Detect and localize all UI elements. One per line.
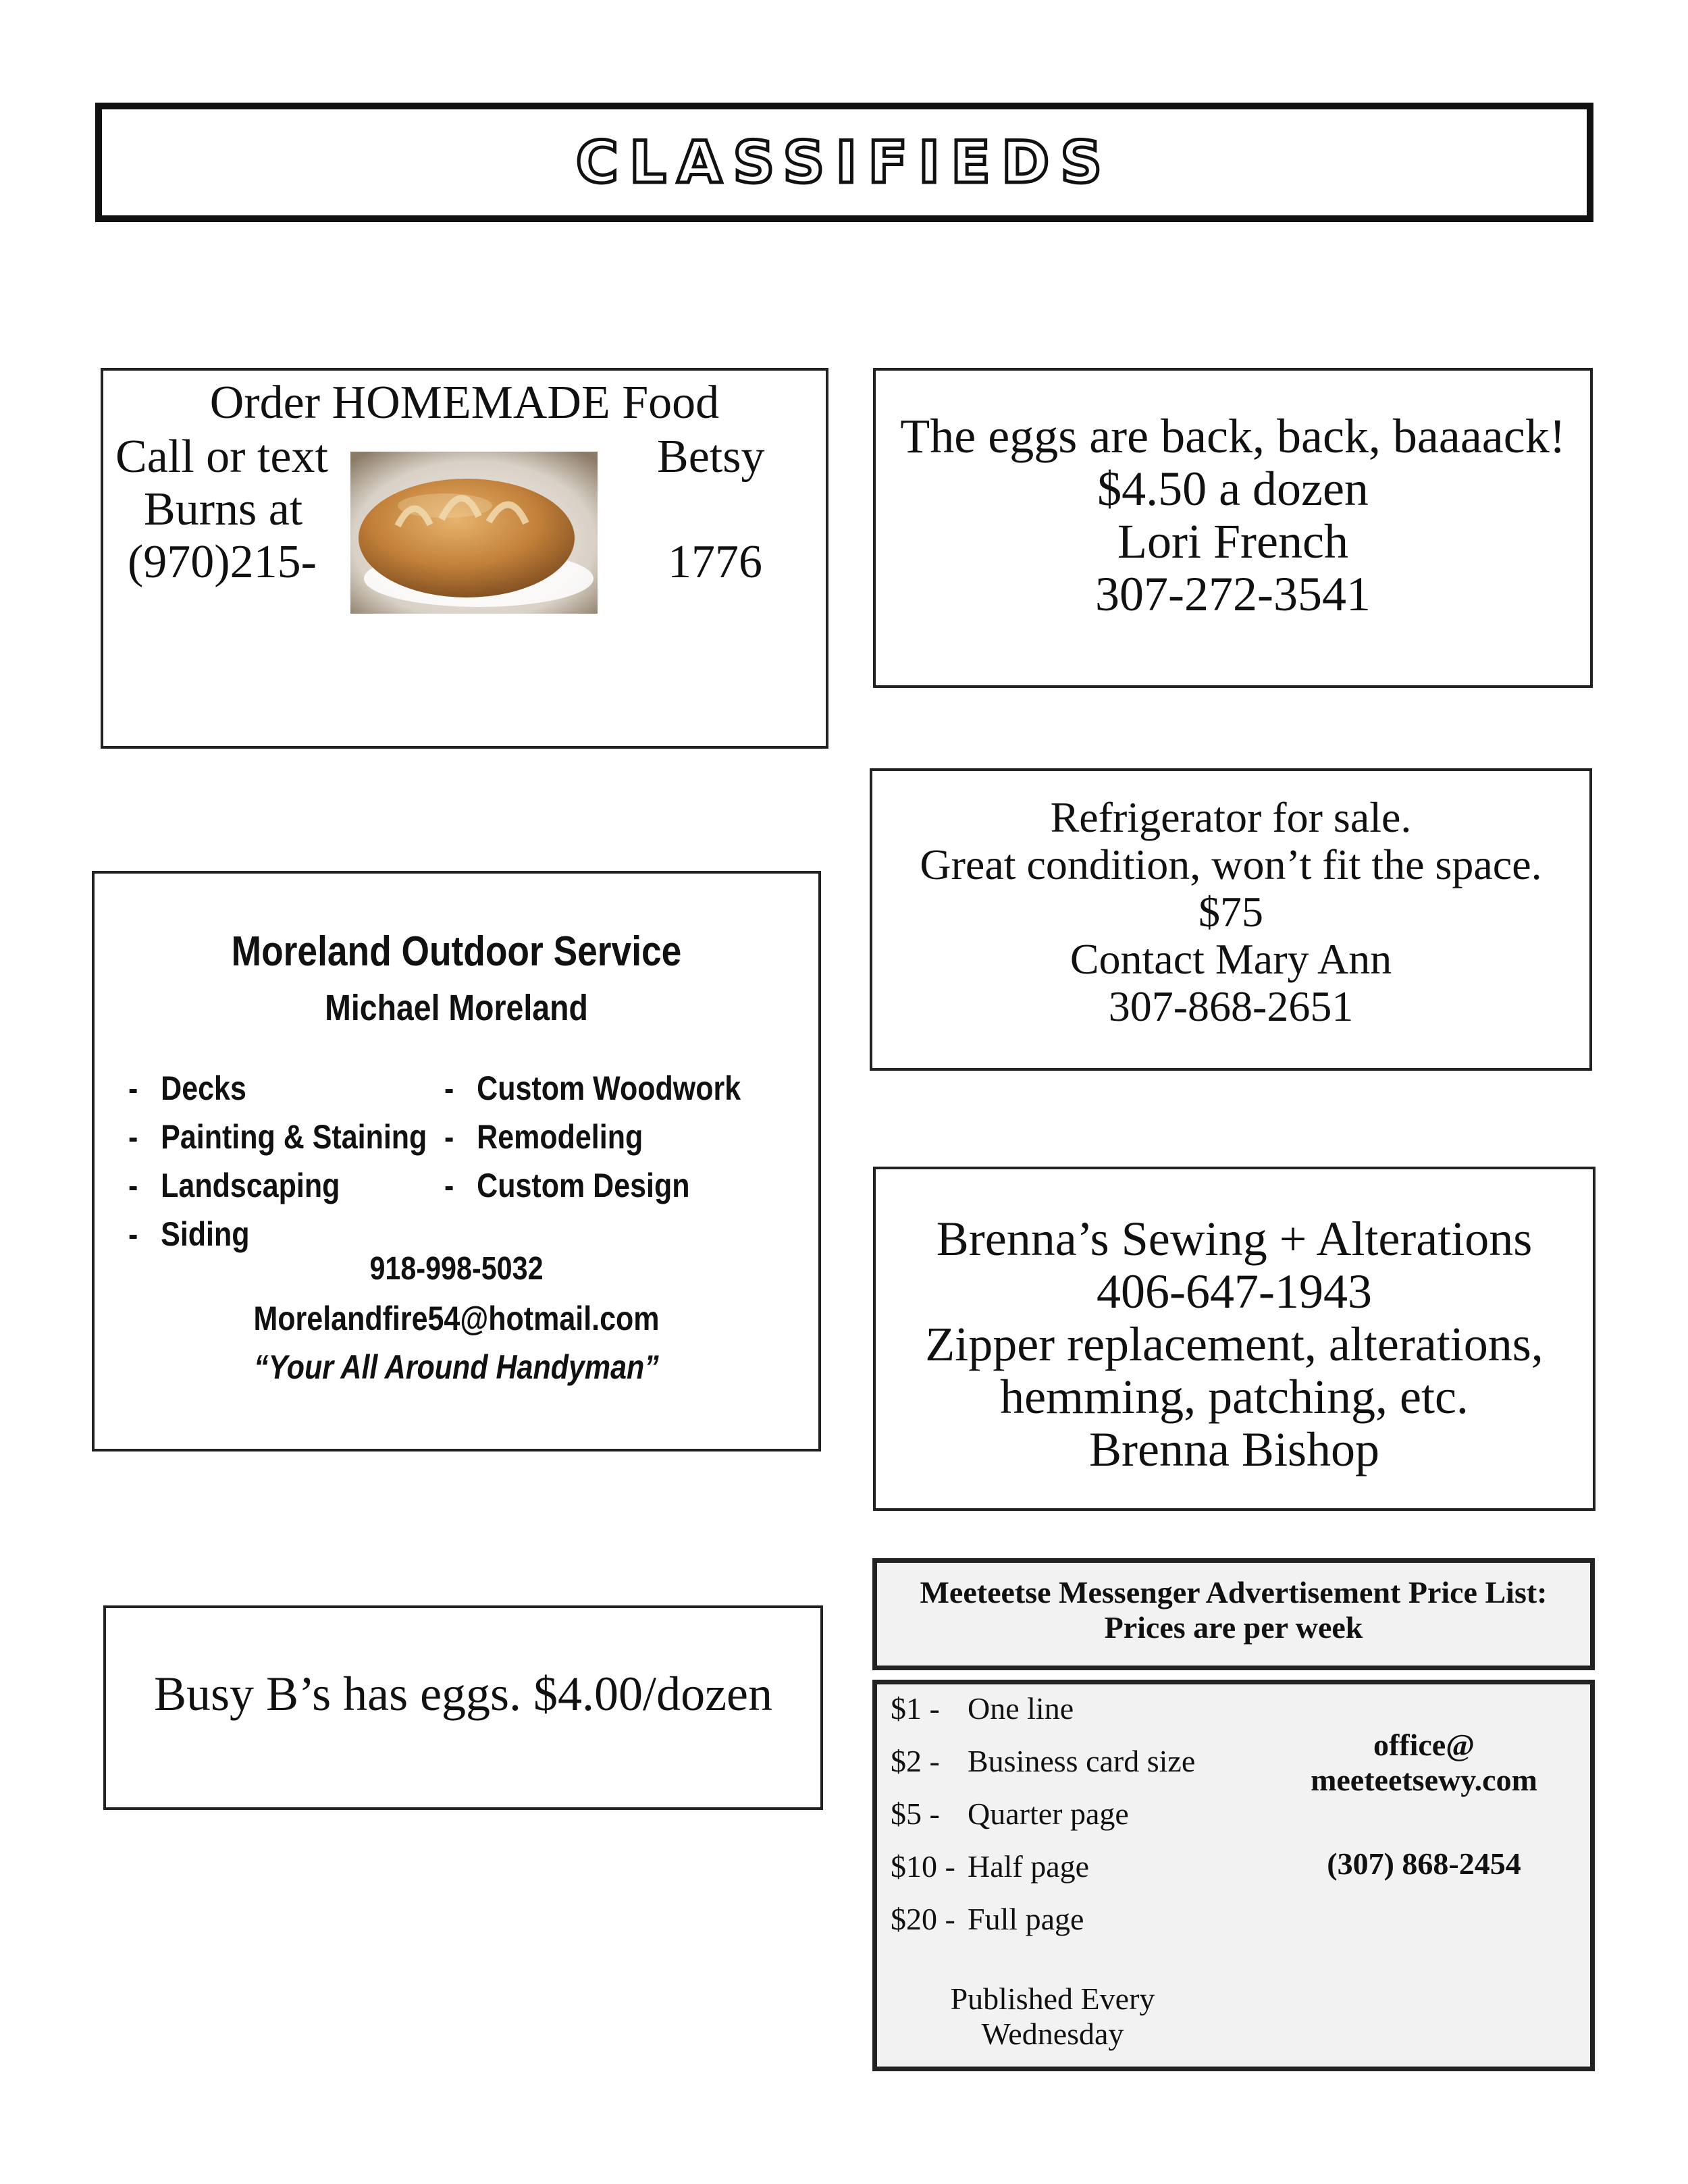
- published-line: Wednesday: [981, 2017, 1124, 2051]
- service-item: - Decks: [128, 1069, 246, 1107]
- price-row: $5 - Quarter page: [891, 1796, 1129, 1831]
- food-ad-line-1776: 1776: [668, 536, 762, 588]
- service-item: - Painting & Staining: [128, 1118, 427, 1156]
- brenna-ad-title: Brenna’s Sewing + Alterations: [936, 1212, 1533, 1266]
- ad-brennas-sewing: [873, 1167, 1595, 1511]
- moreland-tagline: “Your All Around Handyman”: [254, 1348, 659, 1386]
- brenna-ad-name: Brenna Bishop: [1089, 1422, 1379, 1476]
- fridge-ad-price: $75: [1198, 888, 1263, 936]
- price-list-email: [1282, 1728, 1566, 1798]
- classifieds-header: [95, 103, 1593, 222]
- food-ad-line-call: Call or text: [115, 431, 328, 483]
- price-list-header: [872, 1558, 1595, 1670]
- ad-moreland-outdoor-service: [92, 871, 821, 1451]
- fridge-ad-contact: Contact Mary Ann: [1070, 935, 1392, 983]
- price-list-phone: (307) 868-2454: [1327, 1846, 1521, 1881]
- food-ad-line-phone: (970)215-: [128, 536, 317, 588]
- fridge-ad-line: Refrigerator for sale.: [1050, 793, 1412, 841]
- food-ad-headline: Order HOMEMADE Food: [209, 377, 720, 429]
- service-item: - Remodeling: [444, 1118, 643, 1156]
- brenna-ad-services: Zipper replacement, alterations,: [925, 1317, 1544, 1371]
- food-ad-line-betsy: Betsy: [657, 431, 765, 483]
- bread-photo: [350, 452, 598, 614]
- price-list-body: [872, 1680, 1595, 2071]
- brenna-ad-services: hemming, patching, etc.: [1000, 1370, 1469, 1424]
- moreland-title: Moreland Outdoor Service: [231, 928, 682, 975]
- ad-homemade-food: [101, 368, 828, 749]
- page-title: CLASSIFIEDS: [575, 128, 1113, 196]
- published-line: Published Every: [950, 1981, 1155, 2016]
- fridge-ad-line: Great condition, won’t fit the space.: [920, 841, 1542, 888]
- eggs-ad-phone: 307-272-3541: [1095, 567, 1371, 621]
- service-item: - Custom Design: [444, 1167, 690, 1204]
- price-list-subtitle: Prices are per week: [1104, 1610, 1363, 1645]
- price-row: $10 - Half page: [891, 1849, 1090, 1884]
- published-note: [918, 1981, 1188, 2052]
- brenna-ad-phone: 406-647-1943: [1097, 1264, 1372, 1319]
- moreland-phone: 918-998-5032: [369, 1251, 544, 1287]
- eggs-ad-line: The eggs are back, back, baaaack!: [900, 409, 1566, 463]
- price-row: $2 - Business card size: [891, 1744, 1196, 1778]
- email-line: office@: [1373, 1728, 1475, 1762]
- eggs-ad-price: $4.50 a dozen: [1097, 462, 1369, 516]
- ad-refrigerator: [870, 768, 1592, 1071]
- ad-busy-bs-eggs: [103, 1605, 823, 1810]
- moreland-name: Michael Moreland: [325, 988, 588, 1028]
- price-row: $1 - One line: [891, 1691, 1074, 1726]
- food-ad-line-burns: Burns at: [144, 483, 303, 535]
- busyb-ad-text: Busy B’s has eggs. $4.00/dozen: [154, 1667, 772, 1721]
- eggs-ad-contact: Lori French: [1117, 514, 1348, 568]
- ad-eggs-lori-french: [873, 368, 1593, 688]
- service-item: - Siding: [128, 1215, 250, 1253]
- moreland-email: Morelandfire54@hotmail.com: [253, 1300, 660, 1337]
- price-list-title: Meeteetse Messenger Advertisement Price List:: [920, 1575, 1548, 1609]
- price-row: $20 - Full page: [891, 1902, 1084, 1936]
- fridge-ad-phone: 307-868-2651: [1108, 982, 1354, 1030]
- service-item: - Custom Woodwork: [444, 1069, 741, 1107]
- service-item: - Landscaping: [128, 1167, 340, 1204]
- email-line: meeteetsewy.com: [1311, 1763, 1537, 1797]
